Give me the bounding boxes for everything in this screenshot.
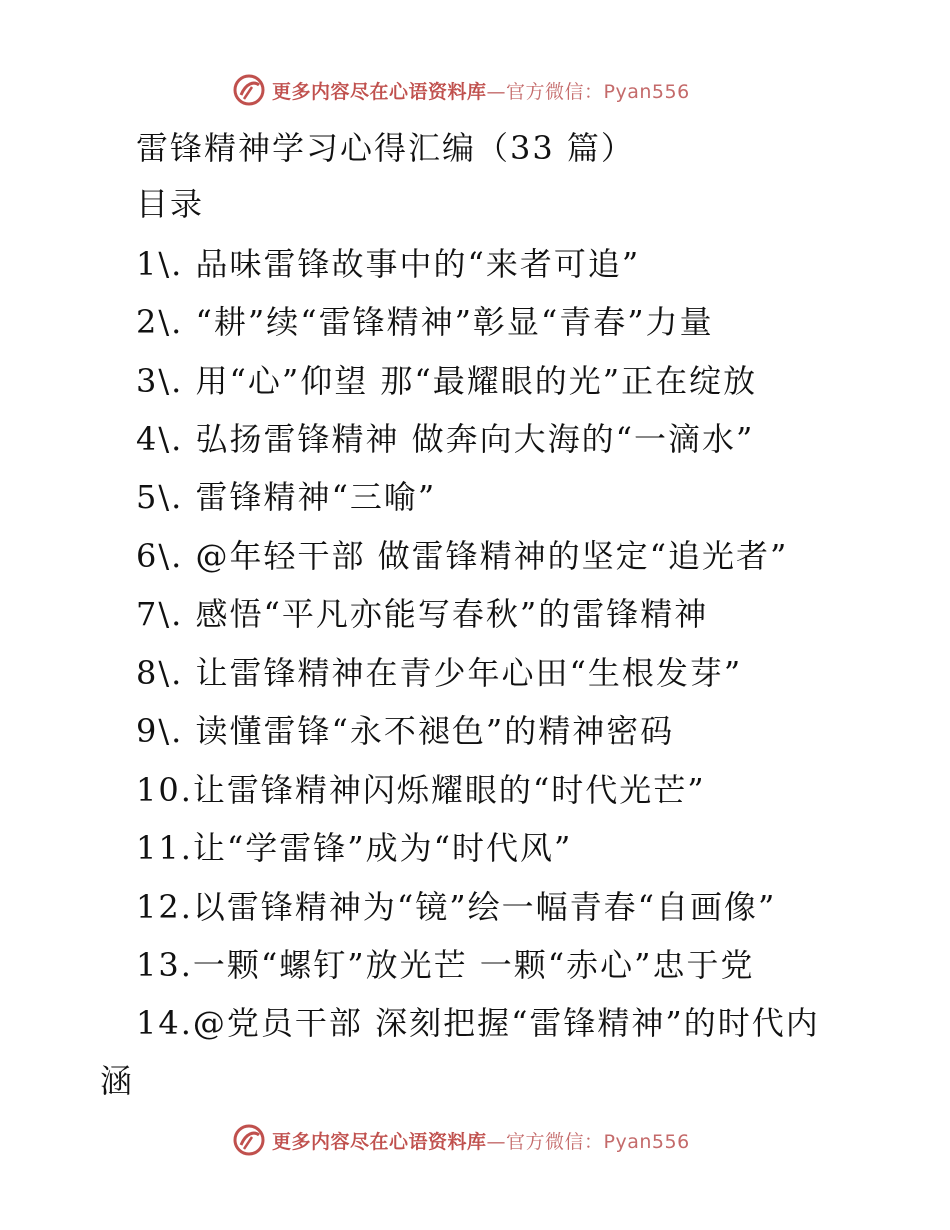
toc-item-13: 13.一颗“螺钉”放光芒 一颗“赤心”忠于党 [136, 946, 755, 984]
toc-item-12: 12.以雷锋精神为“镜”绘一幅青春“自画像” [136, 888, 777, 926]
toc-item-14: 14.@党员干部 深刻把握“雷锋精神”的时代内 [136, 1004, 820, 1042]
toc-item-4: 4\. 弘扬雷锋精神 做奔向大海的“一滴水” [136, 420, 755, 458]
toc-item-9: 9\. 读懂雷锋“永不褪色”的精神密码 [136, 712, 675, 750]
toc-item-3: 3\. 用“心”仰望 那“最耀眼的光”正在绽放 [136, 362, 758, 400]
footer-banner [232, 1120, 712, 1160]
toc-item-14-wrap: 涵 [100, 1062, 135, 1100]
document-title: 雷锋精神学习心得汇编（33 篇） [136, 129, 635, 167]
toc-item-7: 7\. 感悟“平凡亦能写春秋”的雷锋精神 [136, 595, 709, 633]
toc-item-11: 11.让“学雷锋”成为“时代风” [136, 829, 573, 867]
toc-item-5: 5\. 雷锋精神“三喻” [136, 478, 437, 516]
toc-heading: 目录 [136, 185, 205, 223]
banner-text [272, 77, 690, 104]
toc-item-2: 2\. “耕”续“雷锋精神”彰显“青春”力量 [136, 303, 714, 341]
header-banner [232, 70, 712, 110]
banner-rest: —官方微信：Pyan556 [486, 80, 690, 103]
banner-highlight: 更多内容尽在心语资料库 [272, 80, 487, 103]
toc-item-10: 10.让雷锋精神闪烁耀眼的“时代光芒” [136, 771, 706, 809]
banner-rest: —官方微信：Pyan556 [486, 1130, 690, 1153]
banner-text [272, 1127, 690, 1154]
library-logo-icon [232, 73, 266, 107]
toc-item-6: 6\. @年轻干部 做雷锋精神的坚定“追光者” [136, 537, 789, 575]
toc-item-8: 8\. 让雷锋精神在青少年心田“生根发芽” [136, 654, 743, 692]
library-logo-icon [232, 1123, 266, 1157]
toc-item-1: 1\. 品味雷锋故事中的“来者可追” [136, 245, 641, 283]
banner-highlight: 更多内容尽在心语资料库 [272, 1130, 487, 1153]
